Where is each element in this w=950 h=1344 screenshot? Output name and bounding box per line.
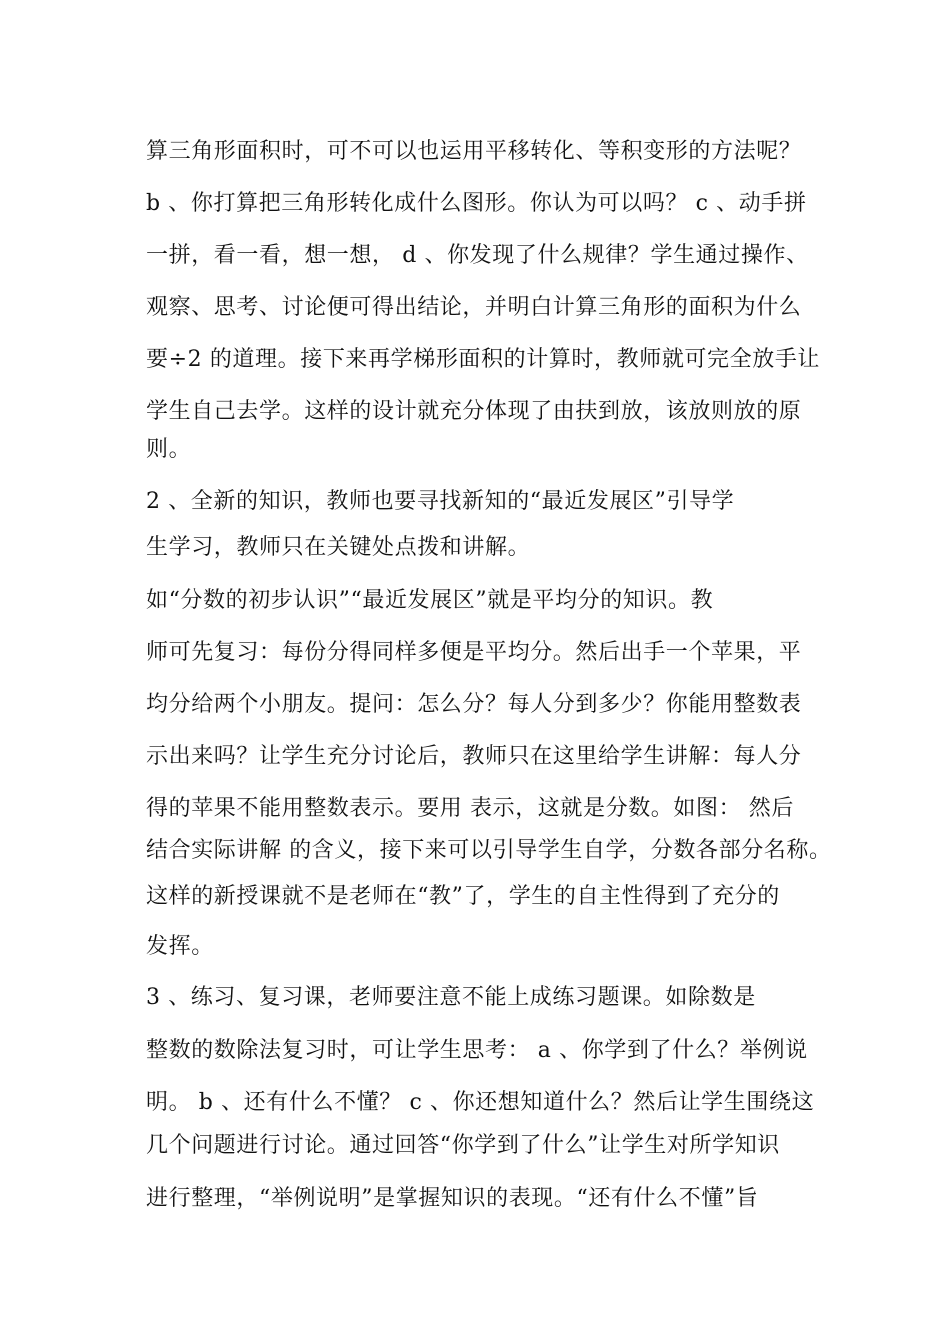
text-line: 则。 xyxy=(146,437,192,462)
text-line: 算三角形面积时，可不可以也运用平移转化、等积变形的方法呢？ xyxy=(146,139,802,164)
text-line: 要÷2 的道理。接下来再学梯形面积的计算时，教师就可完全放手让 xyxy=(146,347,821,372)
text-line: 得的苹果不能用整数表示。要用 表示，这就是分数。如图： 然后 xyxy=(146,796,794,821)
text-line: 如“分数的初步认识”“最近发展区”就是平均分的知识。教 xyxy=(146,588,714,613)
text-line: 学生自己去学。这样的设计就充分体现了由扶到放，该放则放的原 xyxy=(146,399,802,424)
text-line: 一拼，看一看，想一想， d 、你发现了什么规律？学生通过操作、 xyxy=(146,243,809,268)
text-line: 观察、思考、讨论便可得出结论，并明白计算三角形的面积为什么 xyxy=(146,295,802,320)
text-line: 结合实际讲解 的含义，接下来可以引导学生自学，分数各部分名称。 xyxy=(146,838,832,863)
text-line: 3 、练习、复习课，老师要注意不能上成练习题课。如除数是 xyxy=(146,985,756,1010)
text-line: 示出来吗？让学生充分讨论后，教师只在这里给学生讲解：每人分 xyxy=(146,744,802,769)
text-line: 整数的数除法复习时，可让学生思考： a 、你学到了什么？举例说 xyxy=(146,1038,808,1063)
text-line: 明。 b 、还有什么不懂？ c 、你还想知道什么？然后让学生围绕这 xyxy=(146,1090,815,1115)
text-line: 2 、全新的知识，教师也要寻找新知的“最近发展区”引导学 xyxy=(146,489,735,514)
text-line: b 、你打算把三角形转化成什么图形。你认为可以吗？ c 、动手拼 xyxy=(146,191,807,216)
text-line: 几个问题进行讨论。通过回答“你学到了什么”让学生对所学知识 xyxy=(146,1133,780,1158)
text-line: 师可先复习：每份分得同样多便是平均分。然后出手一个苹果，平 xyxy=(146,640,802,665)
text-line: 生学习，教师只在关键处点拨和讲解。 xyxy=(146,535,531,560)
text-line: 进行整理，“举例说明”是掌握知识的表现。“还有什么不懂”旨 xyxy=(146,1186,759,1211)
text-line: 这样的新授课就不是老师在“教”了，学生的自主性得到了充分的 xyxy=(146,884,780,909)
text-line: 均分给两个小朋友。提问：怎么分？每人分到多少？你能用整数表 xyxy=(146,692,802,717)
text-line: 发挥。 xyxy=(146,934,214,959)
